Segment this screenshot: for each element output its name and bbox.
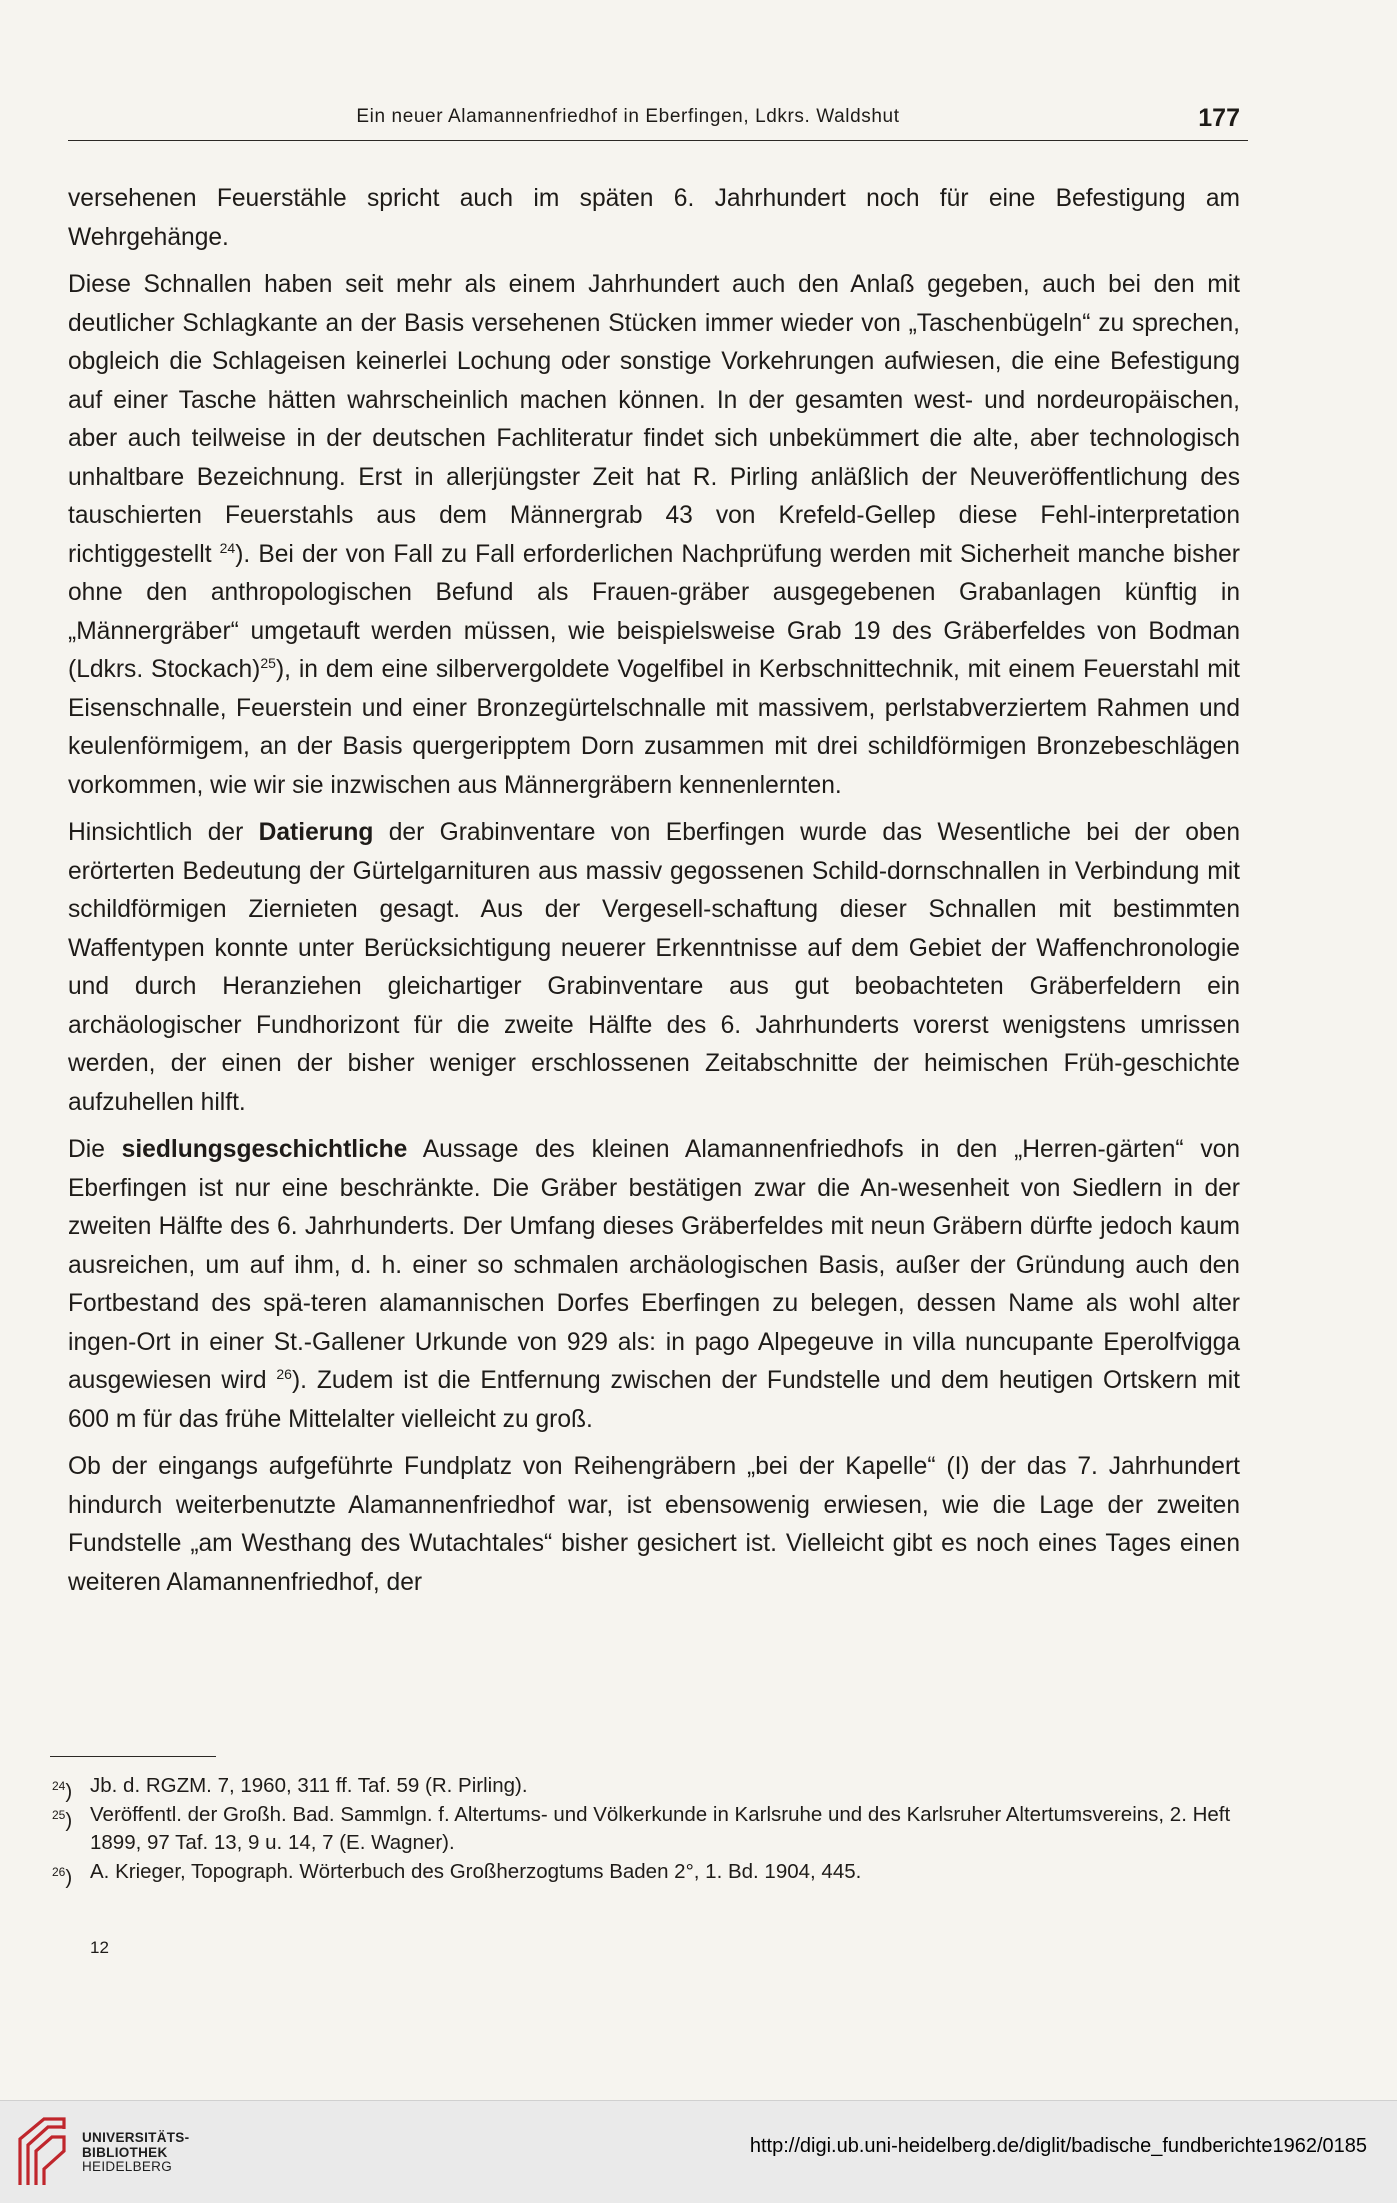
paragraph-text: ). Bei der von Fall zu Fall erforderlichen Nachprüfung werden mit Sicherheit manche bisher ohne den anthropologischen Befund als Frauen-gräber ausgegebenen Grabanlagen künftig in „Männergräber“ umgetauft werden müssen, wie beispielsweise Grab 19 des Gräberfeldes von Bodman (Ldkrs. Stockach) [68, 540, 1240, 683]
body-text [68, 180, 1240, 1611]
paragraph-text: ), in dem eine silbervergoldete Vogelfibel in Kerbschnittechnik, mit einem Feuerstahl mit Eisenschnalle, Feuerstein und einer Bronzegürtelschnalle mit massivem, perlstabverziertem Rahmen und keulenförmigem, an der Basis quergeripptem Dorn zusammen mit drei schildförmigen Bronzebeschlägen vorkommen, wie wir sie inzwischen aus Männergräbern kennenlernten. [68, 656, 1240, 799]
paragraph-text: Ob der eingangs aufgeführte Fundplatz von Reihengräbern „bei der Kapelle“ (I) der das 7. Jahrhundert hindurch weiterbenutzte Alamannenfriedhof war, ist ebensowenig erwiesen, wie die Lage der zweiten Fundstelle „am Westhang des Wutachtales“ bisher gesichert ist. Vielleicht gibt es noch eines Tages einen weiteren Alamannenfriedhof, der [68, 1453, 1240, 1596]
signature-mark: 12 [90, 1938, 109, 1957]
body-paragraph [68, 180, 1240, 257]
paragraph-text: Aussage des kleinen Alamannenfriedhofs in den „Herren-gärten“ von Eberfingen ist nur eine beschränkte. Die Gräber bestätigen zwar die An-wesenheit von Siedlern in der zweiten Hälfte des 6. Jahrhunderts. Der Umfang dieses Gräberfeldes mit neun Gräbern dürfte jedoch kaum ausreichen, um auf ihm, d. h. einer so schmalen archäologischen Basis, außer der Gründung auch den Fortbestand des spä-teren alamannischen Dorfes Eberfingen zu belegen, dessen Name als wohl alter ingen-Ort in einer St.-Gallener Urkunde von 929 als: in pago Alpegeuve in villa nuncupante Eperolfvigga ausgewiesen wird [68, 1136, 1240, 1394]
paragraph-text: versehenen Feuerstähle spricht auch im späten 6. Jahrhundert noch für eine Befestigung am Wehrgehänge. [68, 185, 1240, 251]
source-url-link[interactable]: http://digi.ub.uni-heidelberg.de/diglit/badische_fundberichte1962/0185 [749, 2135, 1367, 2157]
footnote-text: Veröffentl. der Großh. Bad. Sammlgn. f. Altertums- und Völkerkunde in Karlsruhe und des Karlsruher Altertumsvereins, 2. Heft 1899, 97 Taf. 13, 9 u. 14, 7 (E. Wagner). [90, 1802, 1231, 1854]
footnote-separator [50, 1756, 216, 1757]
paragraph-text: Hinsichtlich der [68, 819, 259, 846]
library-name-line: HEIDELBERG [82, 2159, 173, 2174]
ub-heidelberg-logo-icon [14, 2111, 70, 2191]
footnote [52, 1858, 1232, 1887]
page-number: 177 [1198, 104, 1240, 132]
body-paragraph [68, 814, 1240, 1122]
emphasized-term: Datierung [258, 819, 374, 846]
library-name [82, 2131, 189, 2175]
footnote-text: Jb. d. RGZM. 7, 1960, 311 ff. Taf. 59 (R. Pirling). [90, 1774, 528, 1797]
paragraph-text: ). Zudem ist die Entfernung zwischen der Fundstelle und dem heutigen Ortskern mit 600 m für das frühe Mittelalter vielleicht zu groß. [68, 1367, 1240, 1433]
running-title: Ein neuer Alamannenfriedhof in Eberfingen, Ldkrs. Waldshut [356, 106, 900, 127]
footnote-text: A. Krieger, Topograph. Wörterbuch des Großherzogtums Baden 2°, 1. Bd. 1904, 445. [90, 1859, 862, 1883]
footnote-number-value: 25 [52, 1807, 66, 1822]
footnote-reference: 25 [260, 654, 276, 671]
footnote-reference: 26 [276, 1365, 292, 1382]
library-name-line: BIBLIOTHEK [82, 2144, 168, 2160]
footnote-number: $^{26}$) [52, 1864, 73, 1889]
paragraph-text: der Grabinventare von Eberfingen wurde das Wesentliche bei der oben erörterten Bedeutung der Gürtelgarnituren aus massiv gegossenen Schild-dornschnallen in Verbindung mit schildförmigen Ziernieten gesagt. Aus der Vergesell-schaftung dieser Schnallen mit bestimmten Waffentypen konnte unter Berücksichtigung neuerer Erkenntnisse auf dem Gebiet der Waffenchronologie und durch Heranziehen gleichartiger Grabinventare aus gut beobachteten Gräberfeldern ein archäologischer Fundhorizont für die zweite Hälfte des 6. Jahrhunderts vorerst wenigstens umrissen werden, der einen der bisher weniger erschlossenen Zeitabschnitte der heimischen Früh-geschichte aufzuhellen hilft. [68, 819, 1241, 1116]
footnote [52, 1801, 1232, 1858]
body-paragraph [68, 266, 1240, 805]
footnote-number: $^{25}$) [52, 1807, 73, 1832]
body-paragraph [68, 1448, 1240, 1602]
library-name-line: UNIVERSITÄTS- [82, 2130, 190, 2145]
running-header [68, 100, 1248, 141]
footnote [52, 1772, 1232, 1801]
body-paragraph [68, 1131, 1240, 1439]
paragraph-text: Diese Schnallen haben seit mehr als einem Jahrhundert auch den Anlaß gegeben, auch bei den mit deutlicher Schlagkante an der Basis versehenen Stücken immer wieder von „Taschenbügeln“ zu sprechen, obgleich die Schlageisen keinerlei Lochung oder sonstige Vorkehrungen aufwiesen, die eine Befestigung auf einer Tasche hätten wahrscheinlich machen können. In der gesamten west- und nordeuropäischen, aber auch teilweise in der deutschen Fachliteratur findet sich unbekümmert die alte, aber technologisch unhaltbare Bezeichnung. Erst in allerjüngster Zeit hat R. Pirling anläßlich der Neuveröffentlichung des tauschierten Feuerstahls aus dem Männergrab 43 von Krefeld-Gellep diese Fehl-interpretation richtiggestellt [68, 271, 1240, 568]
footnote-number-value: 24 [52, 1779, 66, 1793]
paragraph-text: Die [68, 1136, 122, 1163]
footnote-reference: 24 [219, 539, 236, 556]
viewer-footer [0, 2100, 1397, 2203]
footnote-number-value: 26 [52, 1864, 66, 1879]
footnotes [52, 1772, 1232, 1889]
emphasized-term: siedlungsgeschichtliche [121, 1136, 408, 1163]
footnote-number: $^{24}$) [52, 1779, 73, 1803]
